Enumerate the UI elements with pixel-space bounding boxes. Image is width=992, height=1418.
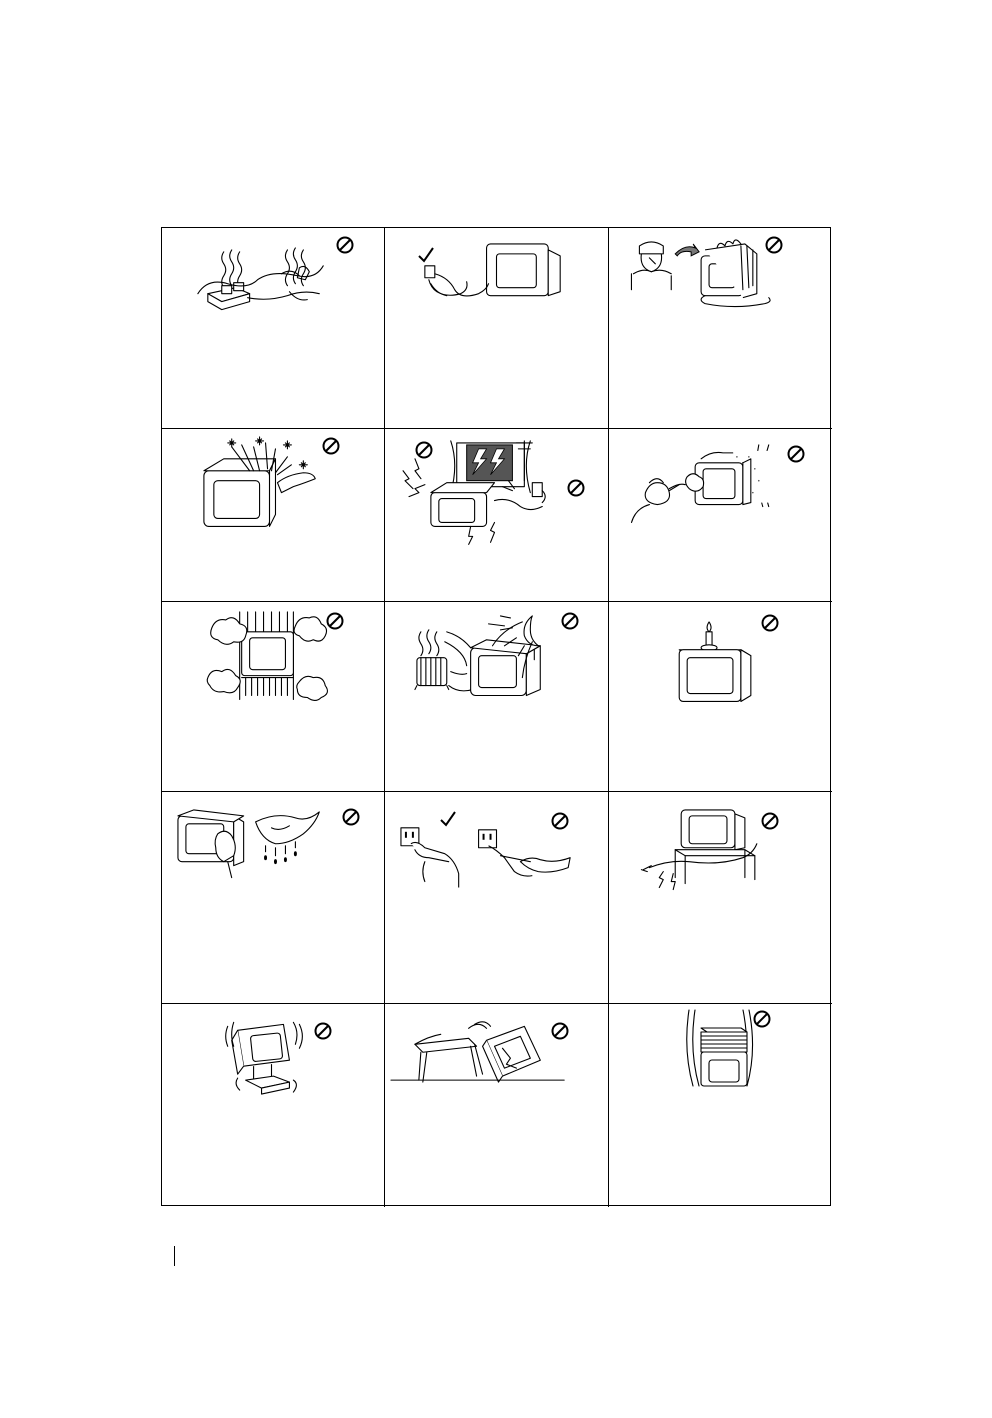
unstable-stand-illustration (162, 1004, 384, 1207)
cell-candle-on-tv (609, 602, 832, 792)
cell-wet-cloth (162, 792, 385, 1004)
prohibited-icon (340, 806, 362, 828)
prohibited-icon (559, 610, 581, 632)
enclosed-cabinet-illustration (162, 602, 384, 791)
prohibited-icon (324, 610, 346, 632)
objects-in-vents-illustration (162, 429, 384, 601)
cell-unplug-correctly (385, 228, 609, 429)
cell-objects-in-vents (162, 429, 385, 602)
prohibited-icon (320, 435, 342, 457)
pinched-cord-illustration (609, 792, 832, 1003)
check-mark-icon (437, 808, 459, 830)
falling-tv-illustration (385, 1004, 608, 1207)
cell-lightning-storm (385, 429, 609, 602)
cell-steam-kettle (609, 429, 832, 602)
cell-falling-tv (385, 1004, 609, 1207)
prohibited-icon (549, 810, 571, 832)
prohibited-icon (312, 1020, 334, 1042)
cell-service-technician (609, 228, 832, 429)
prohibited-icon (413, 439, 435, 461)
check-mark-icon (415, 244, 437, 266)
cell-pull-plug-by-body (385, 792, 609, 1004)
cell-enclosed-cabinet (162, 602, 385, 792)
prohibited-icon (759, 810, 781, 832)
overheated-plugs-illustration (162, 228, 384, 428)
prohibited-icon (549, 1020, 571, 1042)
cell-overheated-plugs (162, 228, 385, 429)
safety-illustration-grid (161, 227, 831, 1206)
service-technician-illustration (609, 228, 832, 428)
cell-unstable-stand (162, 1004, 385, 1207)
prohibited-icon (759, 612, 781, 634)
prohibited-icon (751, 1008, 773, 1030)
pull-plug-illustration (385, 792, 608, 1003)
prohibited-icon (785, 443, 807, 465)
stacked-magazines-illustration (609, 1004, 832, 1207)
prohibited-icon (334, 234, 356, 256)
cell-stacked-magazines (609, 1004, 832, 1207)
cell-pinched-cord (609, 792, 832, 1004)
page-margin-rule (174, 1246, 175, 1266)
cell-heater-and-sun (385, 602, 609, 792)
candle-on-tv-illustration (609, 602, 832, 791)
prohibited-icon (763, 234, 785, 256)
prohibited-icon (565, 477, 587, 499)
